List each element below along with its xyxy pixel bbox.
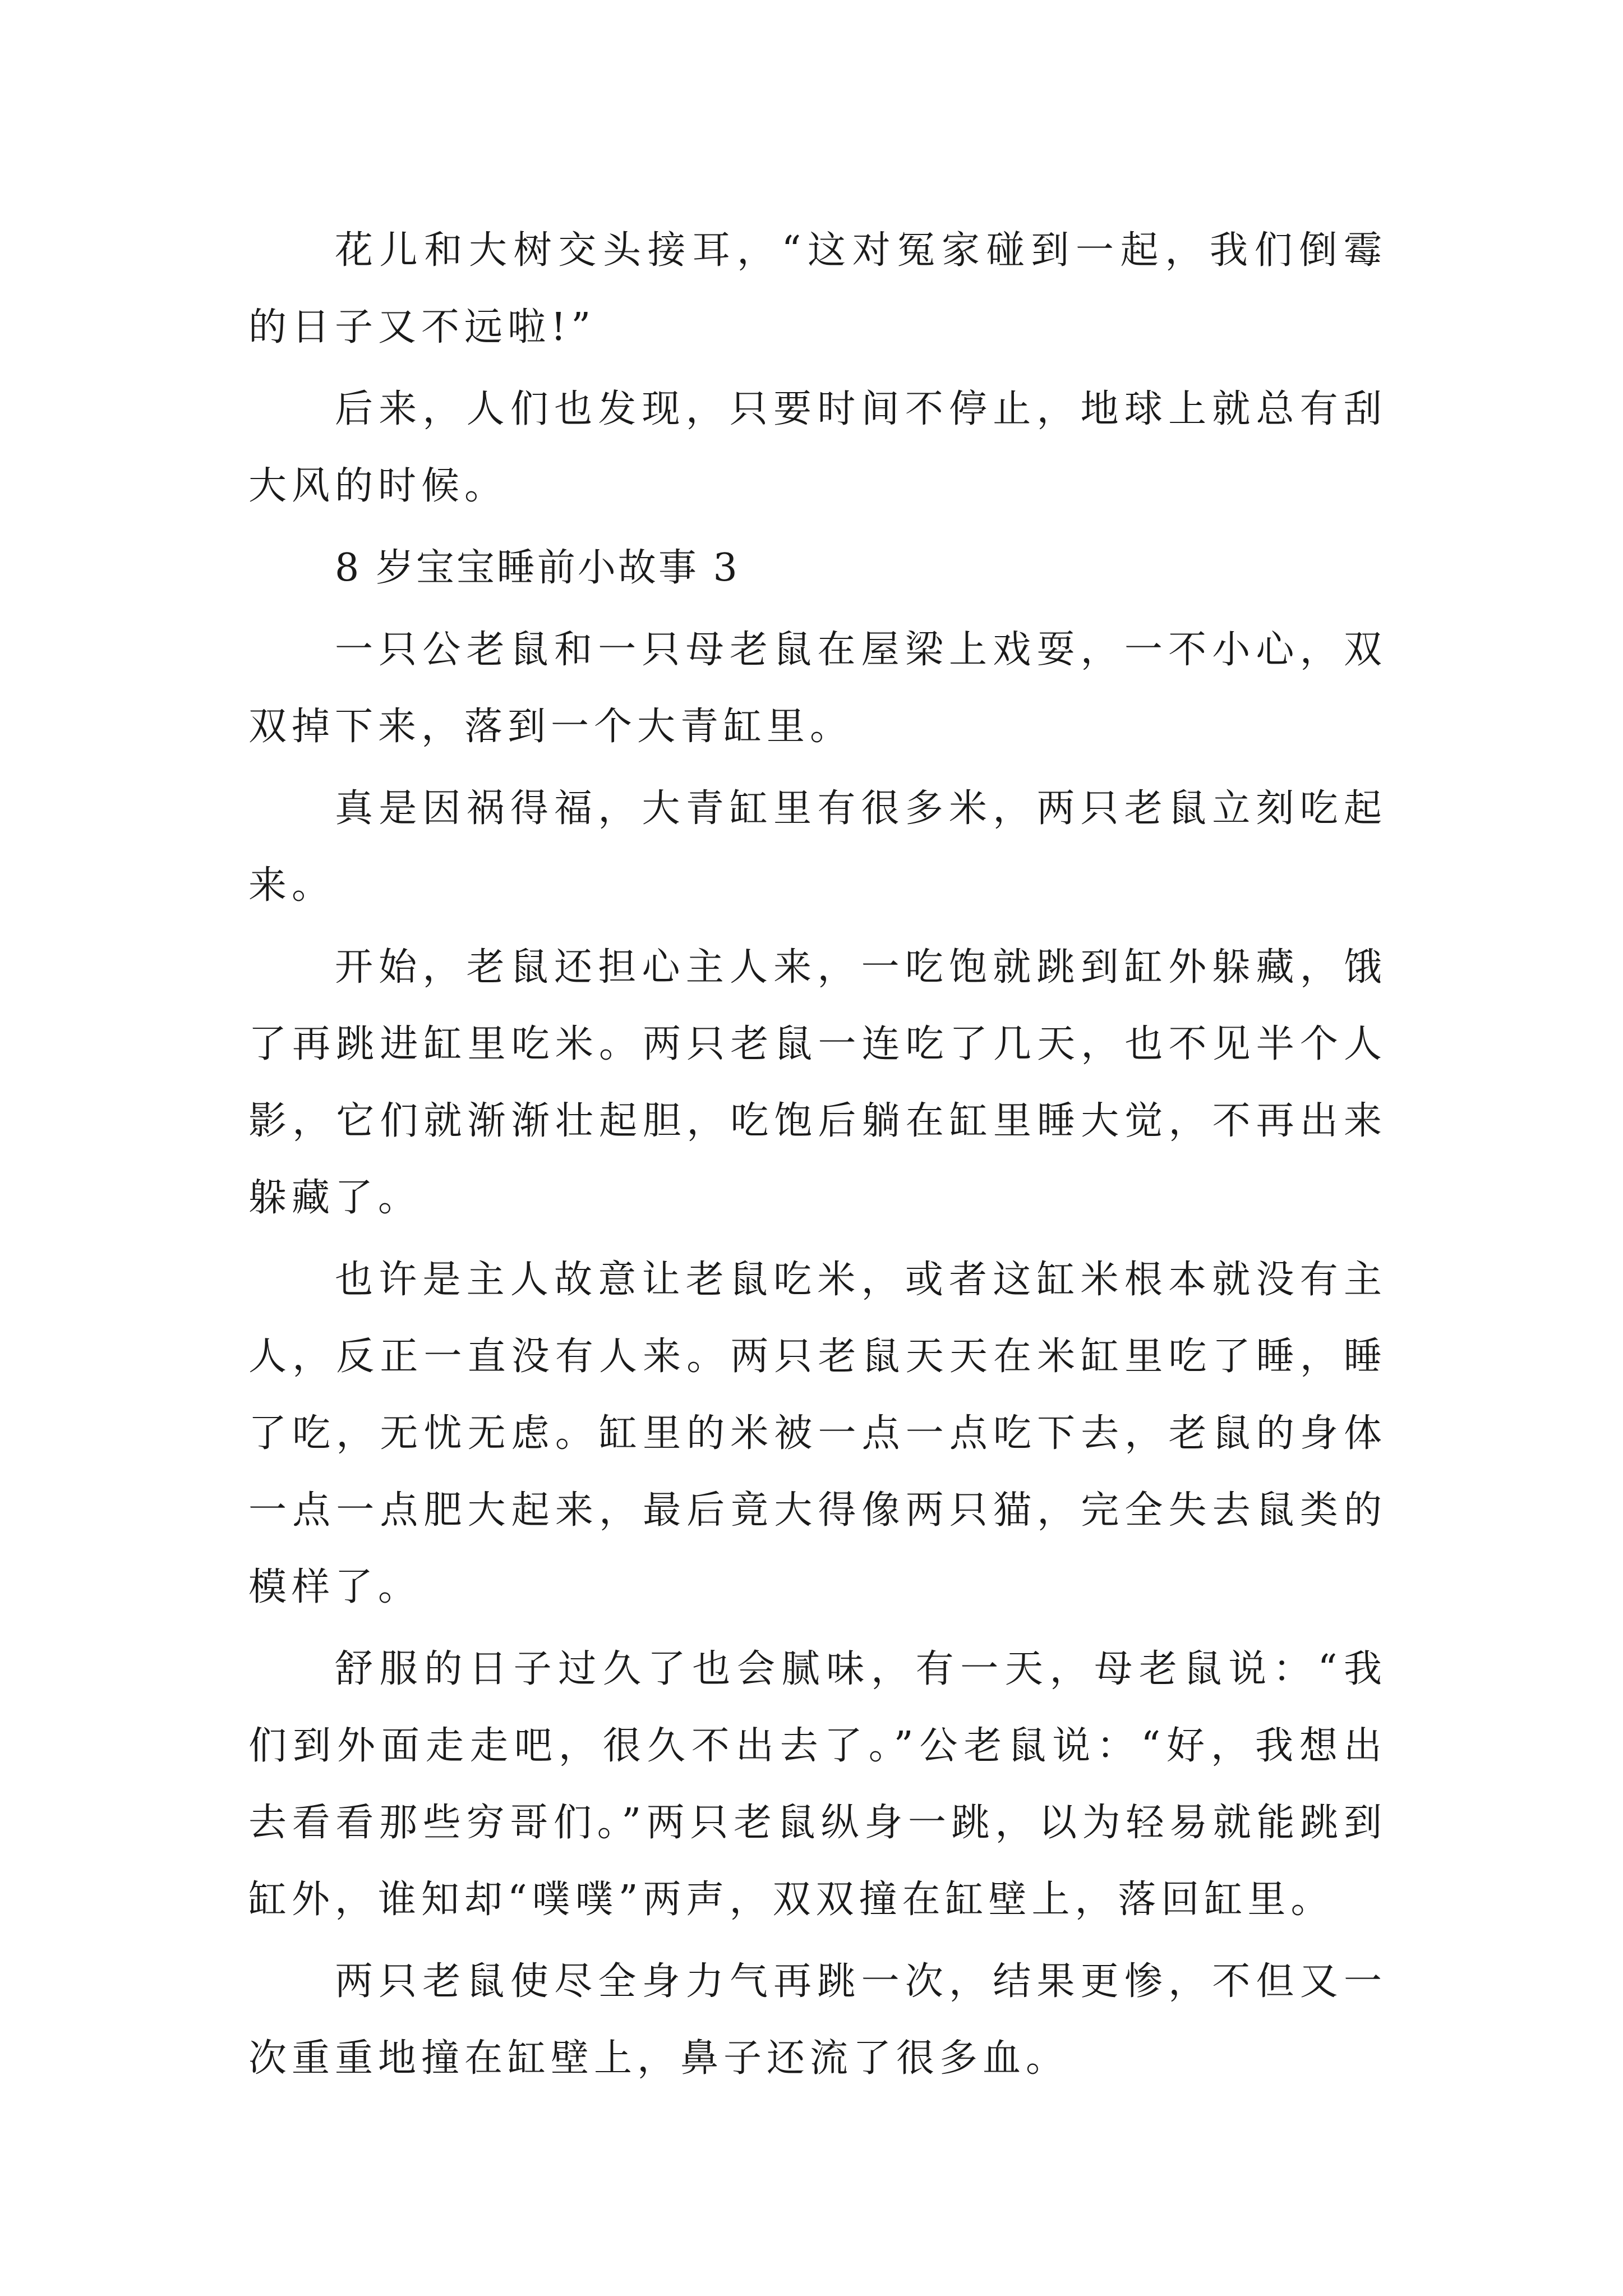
story-paragraph-1: 一只公老鼠和一只母老鼠在屋梁上戏耍，一不小心，双双掉下来，落到一个大青缸里。	[248, 628, 1387, 749]
story-paragraph-6: 两只老鼠使尽全身力气再跳一次，结果更惨，不但又一次重重地撞在缸壁上，鼻子还流了很多血。	[248, 1959, 1387, 2081]
story-paragraph-4: 也许是主人故意让老鼠吃米，或者这缸米根本就没有主人，反正一直没有人来。两只老鼠天天在米缸里吃了睡，睡了吃，无忧无虑。缸里的米被一点一点吃下去，老鼠的身体一点一点肥大起来，最后竟大得像两只猫，完全失去鼠类的模样了。	[248, 1258, 1387, 1609]
text-column	[248, 212, 1387, 2102]
story-paragraph-5: 舒服的日子过久了也会腻味，有一天，母老鼠说：“我们到外面走走吧，很久不出去了。”公老鼠说：“好，我想出去看看那些穷哥们。”两只老鼠纵身一跳，以为轻易就能跳到缸外，谁知却“噗噗”两声，双双撞在缸壁上，落回缸里。	[248, 1647, 1387, 1922]
section-title: 8 岁宝宝睡前小故事 3	[335, 546, 740, 590]
story-paragraph-2: 真是因祸得福，大青缸里有很多米，两只老鼠立刻吃起来。	[248, 786, 1387, 908]
paragraph-2: 后来，人们也发现，只要时间不停止，地球上就总有刮大风的时候。	[248, 387, 1387, 508]
paragraph-1: 花儿和大树交头接耳，“这对冤家碰到一起，我们倒霉的日子又不远啦!”	[248, 228, 1387, 349]
story-paragraph-3: 开始，老鼠还担心主人来，一吃饱就跳到缸外躲藏，饿了再跳进缸里吃米。两只老鼠一连吃了几天，也不见半个人影，它们就渐渐壮起胆，吃饱后躺在缸里睡大觉，不再出来躲藏了。	[248, 945, 1387, 1220]
